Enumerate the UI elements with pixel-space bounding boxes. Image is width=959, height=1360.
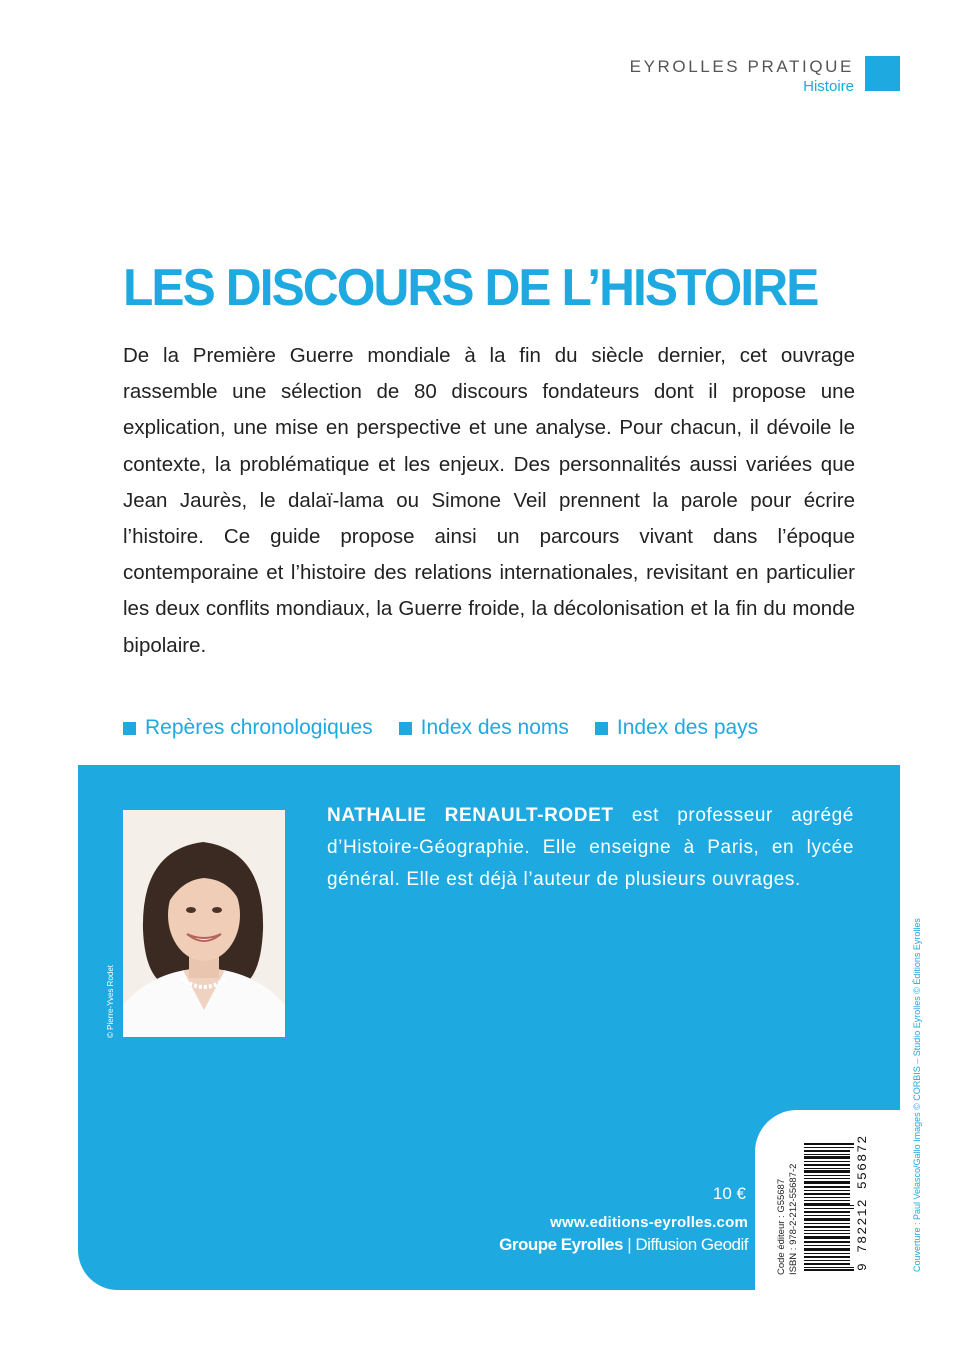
barcode-icon	[804, 1143, 854, 1271]
barcode-digits: 9 782212 556872	[855, 1134, 870, 1271]
publisher-separator: |	[622, 1235, 636, 1254]
series-subject: Histoire	[803, 78, 854, 95]
author-bio-text: est professeur agrégé d’Histoire-Géographie. Elle enseigne à Paris, en lycée général. Elle est déjà l’auteur de plusieurs ouvrages.	[327, 805, 854, 890]
publisher-distribution: Diffusion Geodif	[635, 1235, 748, 1254]
author-name: NATHALIE RENAULT-RODET	[327, 805, 614, 826]
feature-item	[399, 716, 569, 740]
feature-label: Index des noms	[420, 716, 569, 739]
square-bullet-icon	[123, 722, 136, 735]
publisher-line	[499, 1235, 748, 1255]
price: 10 €	[712, 1184, 746, 1203]
isbn-number: ISBN : 978-2-212-55687-2	[788, 1163, 799, 1275]
feature-item	[595, 716, 758, 740]
feature-label: Repères chronologiques	[145, 716, 373, 739]
book-description: De la Première Guerre mondiale à la fin du siècle dernier, cet ouvrage rassemble une sélection de 80 discours fondateurs dont il propose une explication, une mise en perspective et une analyse. Pour chacun, il dévoile le contexte, la problématique et les enjeux. Des personnalités aussi variées que Jean Jaurès, le dalaï-lama ou Simone Veil prennent la parole pour écrire l’histoire. Ce guide propose ainsi un parcours vivant dans l’époque contemporaine et l’histoire des relations internationales, revisitant en particulier les deux conflits mondiaux, la Guerre froide, la décolonisation et la fin du monde bipolaire.	[123, 344, 855, 657]
series-name: EYROLLES PRATIQUE	[629, 57, 854, 76]
author-bio	[327, 800, 854, 896]
editor-code: Code éditeur : G55687	[776, 1178, 787, 1275]
series-header	[630, 57, 854, 95]
cover-credit: Couverture : Paul Velasco/Gallo Images © CORBIS – Studio Eyrolles © Éditions Eyrolles	[912, 918, 922, 1272]
isbn-block	[776, 1164, 800, 1275]
photo-credit: © Pierre-Yves Rodet	[106, 964, 115, 1038]
book-title: LES DISCOURS DE L’HISTOIRE	[123, 259, 818, 317]
feature-label: Index des pays	[616, 716, 759, 739]
author-portrait-icon	[123, 810, 285, 1037]
author-photo	[123, 810, 285, 1037]
feature-list	[123, 716, 784, 740]
square-bullet-icon	[399, 722, 412, 735]
square-bullet-icon	[595, 722, 608, 735]
feature-item	[123, 716, 373, 740]
series-square-logo	[865, 56, 900, 91]
website-link[interactable]: www.editions-eyrolles.com	[550, 1214, 748, 1231]
publisher-group: Groupe Eyrolles	[499, 1235, 623, 1254]
